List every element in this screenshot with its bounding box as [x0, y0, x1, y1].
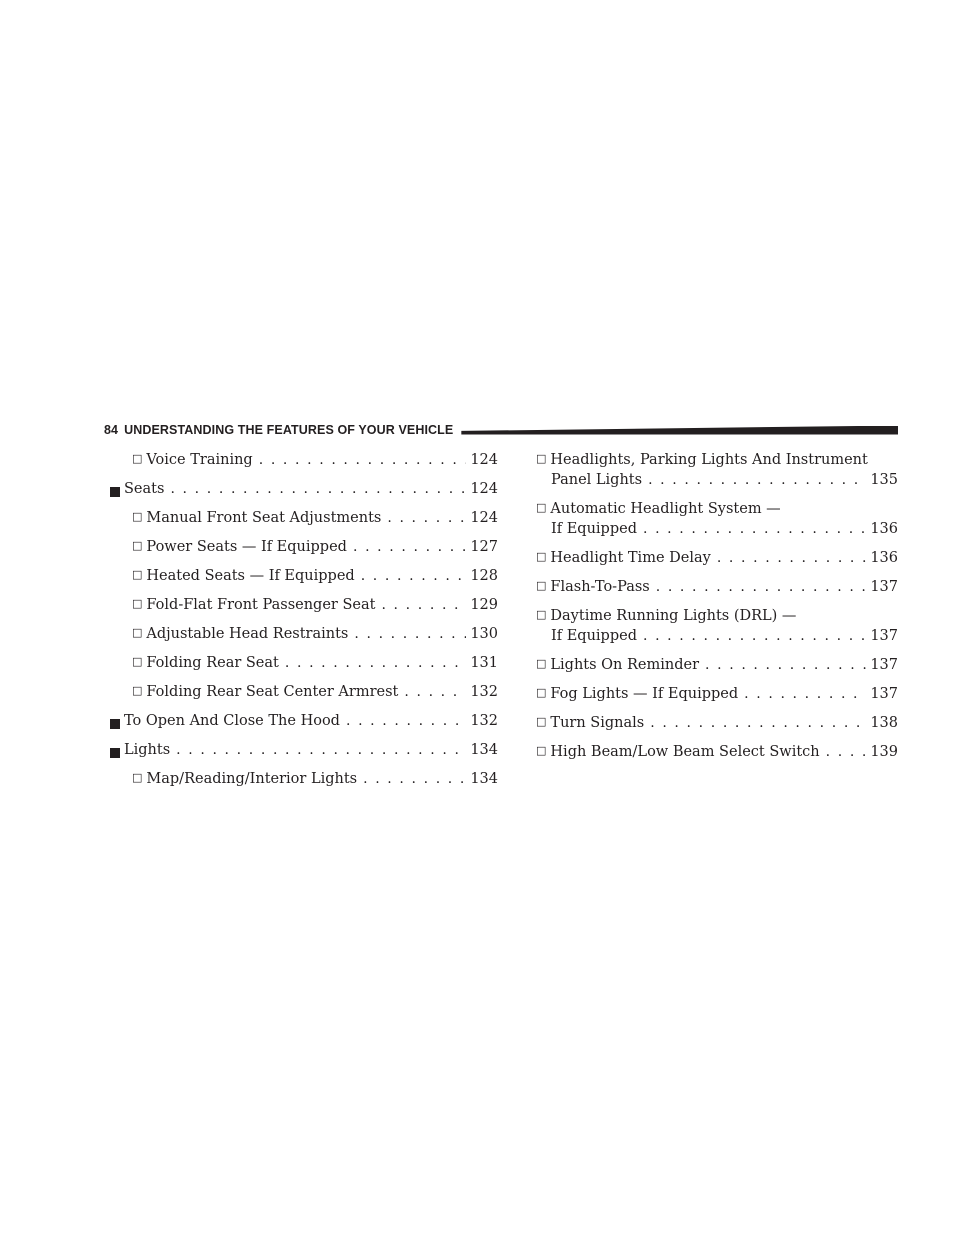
toc-entry-label: Lights On Reminder — [550, 657, 700, 673]
toc-entry-label: Panel Lights — [551, 472, 643, 488]
dot-leader — [355, 566, 466, 586]
open-square-bullet-icon: □ — [132, 655, 143, 668]
toc-entry-label: Map/Reading/Interior Lights — [146, 771, 358, 787]
toc-entry[interactable] — [104, 653, 498, 673]
toc-entry-label: Folding Rear Seat — [146, 655, 279, 671]
toc-entry-label: Manual Front Seat Adjustments — [146, 510, 382, 526]
toc-entry-page-number: 129 — [470, 597, 498, 613]
toc-entry[interactable] — [104, 479, 498, 499]
filled-square-bullet-icon — [110, 748, 120, 758]
toc-entry-page-number: 138 — [870, 715, 898, 731]
toc-entry[interactable] — [104, 682, 498, 702]
open-square-bullet-icon: □ — [536, 579, 547, 592]
toc-entry[interactable] — [532, 577, 898, 597]
toc-entry-label: Seats — [124, 481, 165, 497]
toc-entry-page-number: 136 — [870, 521, 898, 537]
toc-entry-page-number: 127 — [470, 539, 498, 555]
open-square-bullet-icon: □ — [536, 501, 547, 514]
header-text — [104, 423, 453, 437]
toc-entry-label: If Equipped — [551, 521, 637, 537]
toc-entry-label: Flash-To-Pass — [550, 579, 650, 595]
dot-leader — [738, 684, 866, 704]
dot-leader — [170, 740, 466, 760]
toc-entry[interactable] — [532, 548, 898, 568]
dot-leader — [279, 653, 466, 673]
toc-entry-page-number: 130 — [470, 626, 498, 642]
dot-leader — [357, 769, 466, 789]
header-title: UNDERSTANDING THE FEATURES OF YOUR VEHICLE — [124, 423, 454, 437]
toc-entry-label: To Open And Close The Hood — [124, 713, 340, 729]
open-square-bullet-icon: □ — [132, 626, 143, 639]
dot-leader — [398, 682, 466, 702]
toc-entry-page-number: 128 — [470, 568, 498, 584]
open-square-bullet-icon: □ — [536, 452, 547, 465]
dot-leader — [820, 742, 866, 762]
toc-entry-page-number: 137 — [870, 579, 898, 595]
toc-entry[interactable] — [104, 769, 498, 789]
toc-entry-label-line1: Daytime Running Lights (DRL) — — [550, 608, 797, 624]
open-square-bullet-icon: □ — [132, 510, 143, 523]
dot-leader — [347, 537, 466, 557]
open-square-bullet-icon: □ — [132, 452, 143, 465]
open-square-bullet-icon: □ — [132, 771, 143, 784]
open-square-bullet-icon: □ — [132, 597, 143, 610]
toc-entry-page-number: 132 — [470, 684, 498, 700]
dot-leader — [253, 450, 466, 470]
toc-entry-page-number: 137 — [870, 686, 898, 702]
dot-leader — [644, 713, 866, 733]
toc-entry-page-number: 124 — [470, 510, 498, 526]
filled-square-bullet-icon — [110, 487, 120, 497]
dot-leader — [348, 624, 466, 644]
toc-entry-label: Turn Signals — [550, 715, 645, 731]
toc-left-column — [104, 450, 498, 789]
toc-entry-page-number: 132 — [470, 713, 498, 729]
dot-leader — [650, 577, 866, 597]
toc-entry[interactable] — [532, 684, 898, 704]
open-square-bullet-icon: □ — [132, 684, 143, 697]
toc-entry-page-number: 134 — [470, 742, 498, 758]
toc-entry[interactable] — [104, 566, 498, 586]
toc-entry-page-number: 136 — [870, 550, 898, 566]
toc-entry-page-number: 134 — [470, 771, 498, 787]
open-square-bullet-icon: □ — [536, 744, 547, 757]
dot-leader — [381, 508, 466, 528]
toc-entry[interactable] — [532, 499, 898, 539]
open-square-bullet-icon: □ — [536, 686, 547, 699]
toc-entry-label: Fog Lights — If Equipped — [550, 686, 739, 702]
toc-entry[interactable] — [104, 740, 498, 760]
dot-leader — [164, 479, 466, 499]
toc-entry-page-number: 135 — [870, 472, 898, 488]
dot-leader — [340, 711, 466, 731]
toc-entry-page-number: 139 — [870, 744, 898, 760]
open-square-bullet-icon: □ — [536, 608, 547, 621]
toc-right-column — [532, 450, 898, 762]
toc-entry[interactable] — [104, 508, 498, 528]
open-square-bullet-icon: □ — [536, 657, 547, 670]
open-square-bullet-icon: □ — [536, 550, 547, 563]
header-page-number: 84 — [104, 423, 119, 437]
toc-entry-label: If Equipped — [551, 628, 637, 644]
dot-leader — [642, 470, 866, 490]
toc-entry[interactable] — [532, 450, 898, 490]
toc-entry[interactable] — [104, 450, 498, 470]
dot-leader — [699, 655, 866, 675]
toc-entry-label: Lights — [124, 742, 171, 758]
toc-entry-label: Power Seats — If Equipped — [146, 539, 347, 555]
toc-entry[interactable] — [104, 537, 498, 557]
open-square-bullet-icon: □ — [132, 568, 143, 581]
toc-entry-label: Folding Rear Seat Center Armrest — [146, 684, 399, 700]
toc-entry[interactable] — [104, 624, 498, 644]
toc-entry[interactable] — [532, 742, 898, 762]
open-square-bullet-icon: □ — [536, 715, 547, 728]
open-square-bullet-icon: □ — [132, 539, 143, 552]
toc-entry[interactable] — [104, 595, 498, 615]
toc-entry-page-number: 131 — [470, 655, 498, 671]
toc-entry-page-number: 137 — [870, 657, 898, 673]
toc-entry-page-number: 124 — [470, 481, 498, 497]
toc-entry[interactable] — [104, 711, 498, 731]
toc-entry-label-line1: Automatic Headlight System — — [550, 501, 781, 517]
toc-entry[interactable] — [532, 655, 898, 675]
page-header — [104, 420, 898, 440]
toc-entry-page-number: 124 — [470, 452, 498, 468]
header-rule — [461, 426, 898, 435]
toc-entry-label: Voice Training — [146, 452, 253, 468]
toc-entry-page-number: 137 — [870, 628, 898, 644]
toc-entry-label: Fold-Flat Front Passenger Seat — [146, 597, 376, 613]
dot-leader — [711, 548, 866, 568]
dot-leader — [637, 626, 866, 646]
toc-entry-label: Heated Seats — If Equipped — [146, 568, 355, 584]
dot-leader — [375, 595, 466, 615]
toc-entry-label-line1: Headlights, Parking Lights And Instrument — [550, 452, 868, 468]
filled-square-bullet-icon — [110, 719, 120, 729]
toc-entry-label: Adjustable Head Restraints — [146, 626, 349, 642]
toc-entry-label: High Beam/Low Beam Select Switch — [550, 744, 820, 760]
toc-entry[interactable] — [532, 713, 898, 733]
dot-leader — [637, 519, 866, 539]
toc-entry[interactable] — [532, 606, 898, 646]
toc-entry-label: Headlight Time Delay — [550, 550, 711, 566]
